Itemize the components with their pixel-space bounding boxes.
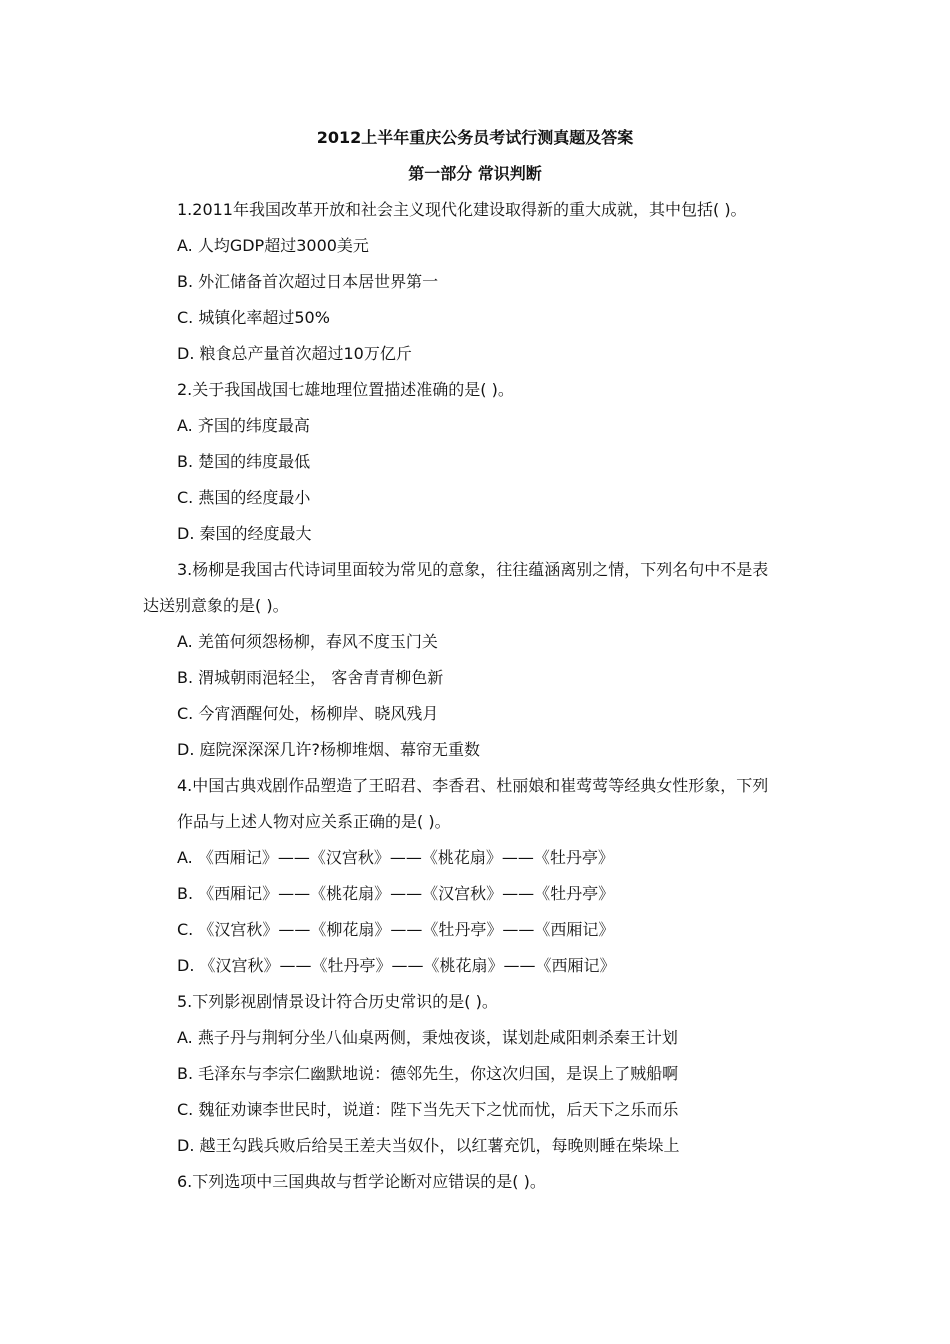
answer-option: B. 毛泽东与李宗仁幽默地说：德邻先生，你这次归国，是误上了贼船啊 [177,1064,679,1083]
answer-option: D. 粮食总产量首次超过10万亿斤 [177,344,412,363]
question-stem: 3.杨柳是我国古代诗词里面较为常见的意象，往往蕴涵离别之情，下列名句中不是表 [177,560,769,579]
answer-option: A. 《西厢记》——《汉宫秋》——《桃花扇》——《牡丹亭》 [177,848,614,867]
answer-option: A. 羌笛何须怨杨柳，春风不度玉门关 [177,632,438,651]
answer-option: B. 《西厢记》——《桃花扇》——《汉宫秋》——《牡丹亭》 [177,884,615,903]
answer-option: A. 人均GDP超过3000美元 [177,236,369,255]
answer-option: D. 秦国的经度最大 [177,524,312,543]
answer-option: D. 庭院深深深几许?杨柳堆烟、幕帘无重数 [177,740,480,759]
document-title: 2012上半年重庆公务员考试行测真题及答案 [316,128,634,147]
question-stem: 5.下列影视剧情景设计符合历史常识的是( )。 [177,992,498,1011]
question-stem: 1.2011年我国改革开放和社会主义现代化建设取得新的重大成就，其中包括( )。 [177,200,747,219]
answer-option: C. 魏征劝谏李世民时，说道：陛下当先天下之忧而忧，后天下之乐而乐 [177,1100,679,1119]
question-stem: 2.关于我国战国七雄地理位置描述准确的是( )。 [177,380,514,399]
answer-option: C. 燕国的经度最小 [177,488,311,507]
answer-option: C. 今宵酒醒何处，杨柳岸、晓风残月 [177,704,439,723]
answer-option: C. 城镇化率超过50% [177,308,330,327]
answer-option: B. 楚国的纬度最低 [177,452,311,471]
answer-option: A. 燕子丹与荆轲分坐八仙桌两侧，秉烛夜谈，谋划赴咸阳刺杀秦王计划 [177,1028,678,1047]
answer-option: D. 《汉宫秋》——《牡丹亭》——《桃花扇》——《西厢记》 [177,956,616,975]
answer-option: B. 渭城朝雨浥轻尘， 客舍青青柳色新 [177,668,444,687]
question-stem-continued: 作品与上述人物对应关系正确的是( )。 [177,812,451,831]
answer-option: D. 越王勾践兵败后给吴王差夫当奴仆，以红薯充饥，每晚则睡在柴垛上 [177,1136,680,1155]
question-stem: 4.中国古典戏剧作品塑造了王昭君、李香君、杜丽娘和崔莺莺等经典女性形象，下列 [177,776,769,795]
answer-option: B. 外汇储备首次超过日本居世界第一 [177,272,439,291]
answer-option: A. 齐国的纬度最高 [177,416,310,435]
question-stem-continued: 达送别意象的是( )。 [143,596,289,615]
section-title: 第一部分 常识判断 [408,164,542,183]
question-stem: 6.下列选项中三国典故与哲学论断对应错误的是( )。 [177,1172,546,1191]
answer-option: C. 《汉宫秋》——《柳花扇》——《牡丹亭》——《西厢记》 [177,920,615,939]
